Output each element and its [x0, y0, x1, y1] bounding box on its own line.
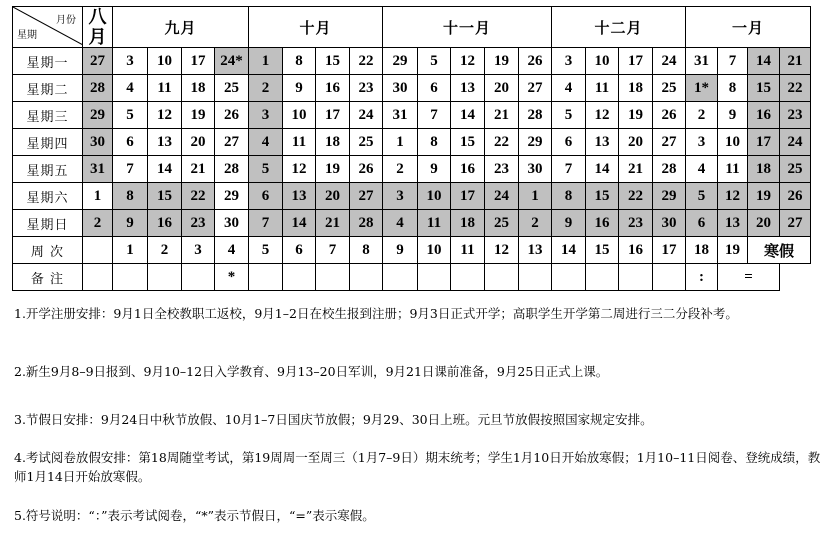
date-cell: 16: [748, 102, 780, 129]
winter-break-label: 寒假: [748, 237, 811, 264]
weekday-row: [13, 75, 811, 102]
week-number: 8: [350, 237, 383, 264]
date-cell: 26: [350, 156, 383, 183]
date-cell: 26: [519, 48, 552, 75]
date-cell: 31: [686, 48, 718, 75]
week-number: 7: [316, 237, 350, 264]
date-cell: 19: [619, 102, 653, 129]
remark-cell: *: [215, 264, 249, 291]
date-cell: 1*: [686, 75, 718, 102]
date-cell: 13: [586, 129, 619, 156]
date-cell: 12: [718, 183, 748, 210]
date-cell: 4: [383, 210, 418, 237]
date-cell: 2: [83, 210, 113, 237]
date-cell: 26: [215, 102, 249, 129]
week-number: 5: [249, 237, 283, 264]
date-cell: 29: [83, 102, 113, 129]
date-cell: 11: [718, 156, 748, 183]
date-cell: 14: [148, 156, 182, 183]
date-cell: 11: [148, 75, 182, 102]
date-cell: 27: [519, 75, 552, 102]
date-cell: 23: [619, 210, 653, 237]
remark-cell: [552, 264, 586, 291]
week-number: 17: [653, 237, 686, 264]
date-cell: 17: [316, 102, 350, 129]
date-cell: 2: [249, 75, 283, 102]
remark-cell: [586, 264, 619, 291]
date-cell: 12: [283, 156, 316, 183]
remark-cell: [249, 264, 283, 291]
weekday-label: 星期二: [13, 75, 83, 102]
date-cell: 9: [552, 210, 586, 237]
date-cell: 10: [418, 183, 451, 210]
date-cell: 27: [350, 183, 383, 210]
date-cell: 5: [686, 183, 718, 210]
date-cell: 22: [780, 75, 811, 102]
date-cell: 26: [780, 183, 811, 210]
corner-month-label: 月份: [56, 15, 76, 26]
date-cell: 23: [485, 156, 519, 183]
date-cell: 13: [718, 210, 748, 237]
date-cell: 5: [249, 156, 283, 183]
note-holidays: 3.节假日安排：9月24日中秋节放假、10月1–7日国庆节放假；9月29、30日上班。元旦节放假按照国家规定安排。: [14, 412, 653, 427]
date-cell: 27: [653, 129, 686, 156]
date-cell: 24: [350, 102, 383, 129]
remark-cell: [383, 264, 418, 291]
date-cell: 24: [653, 48, 686, 75]
date-cell: 30: [383, 75, 418, 102]
date-cell: 25: [780, 156, 811, 183]
date-cell: 21: [780, 48, 811, 75]
remark-cell: [83, 264, 113, 291]
remark-cell: [485, 264, 519, 291]
date-cell: 10: [718, 129, 748, 156]
date-cell: 21: [619, 156, 653, 183]
week-number: 14: [552, 237, 586, 264]
date-cell: 14: [586, 156, 619, 183]
remark-cell: [451, 264, 485, 291]
date-cell: 23: [780, 102, 811, 129]
month-header: 一月: [686, 7, 811, 48]
date-cell: 3: [249, 102, 283, 129]
date-cell: 29: [215, 183, 249, 210]
date-cell: 8: [283, 48, 316, 75]
date-cell: 18: [748, 156, 780, 183]
date-cell: 15: [148, 183, 182, 210]
date-cell: 15: [451, 129, 485, 156]
week-number: 2: [148, 237, 182, 264]
date-cell: 9: [283, 75, 316, 102]
date-cell: 25: [350, 129, 383, 156]
date-cell: 5: [552, 102, 586, 129]
month-header: 十月: [249, 7, 383, 48]
weekday-row: [13, 48, 811, 75]
week-number: 19: [718, 237, 748, 264]
date-cell: 13: [283, 183, 316, 210]
date-cell: 27: [780, 210, 811, 237]
date-cell: 24: [780, 129, 811, 156]
week-cell-empty: [83, 237, 113, 264]
date-cell: 11: [586, 75, 619, 102]
week-number: 13: [519, 237, 552, 264]
date-cell: 22: [619, 183, 653, 210]
date-cell: 3: [383, 183, 418, 210]
weekday-label: 星期六: [13, 183, 83, 210]
date-cell: 25: [653, 75, 686, 102]
date-cell: 6: [552, 129, 586, 156]
date-cell: 7: [718, 48, 748, 75]
remark-cell: [182, 264, 215, 291]
remark-cell: [283, 264, 316, 291]
remark-cell: [653, 264, 686, 291]
date-cell: 1: [519, 183, 552, 210]
date-cell: 17: [748, 129, 780, 156]
week-number: 16: [619, 237, 653, 264]
date-cell: 8: [718, 75, 748, 102]
corner-weekday-label: 星期: [17, 30, 37, 41]
date-cell: 30: [519, 156, 552, 183]
date-cell: 31: [383, 102, 418, 129]
date-cell: 10: [586, 48, 619, 75]
date-cell: 19: [485, 48, 519, 75]
date-cell: 29: [383, 48, 418, 75]
weekday-label: 星期三: [13, 102, 83, 129]
remark-cell: :: [686, 264, 718, 291]
date-cell: 8: [552, 183, 586, 210]
date-cell: 14: [748, 48, 780, 75]
date-cell: 16: [316, 75, 350, 102]
date-cell: 21: [485, 102, 519, 129]
date-cell: 19: [316, 156, 350, 183]
date-cell: 7: [249, 210, 283, 237]
date-cell: 16: [451, 156, 485, 183]
date-cell: 11: [418, 210, 451, 237]
week-number: 18: [686, 237, 718, 264]
date-cell: 26: [653, 102, 686, 129]
date-cell: 8: [113, 183, 148, 210]
date-cell: 3: [552, 48, 586, 75]
date-cell: 2: [686, 102, 718, 129]
date-cell: 23: [182, 210, 215, 237]
date-cell: 13: [148, 129, 182, 156]
date-cell: 20: [619, 129, 653, 156]
date-cell: 17: [619, 48, 653, 75]
remark-cell: [418, 264, 451, 291]
date-cell: 7: [418, 102, 451, 129]
date-cell: 8: [418, 129, 451, 156]
weekday-row: [13, 102, 811, 129]
date-cell: 4: [686, 156, 718, 183]
date-cell: 10: [283, 102, 316, 129]
date-cell: 19: [748, 183, 780, 210]
date-cell: 5: [418, 48, 451, 75]
date-cell: 6: [686, 210, 718, 237]
date-cell: 14: [451, 102, 485, 129]
date-cell: 25: [485, 210, 519, 237]
date-cell: 29: [519, 129, 552, 156]
weekday-label: 星期日: [13, 210, 83, 237]
weekday-label: 星期四: [13, 129, 83, 156]
date-cell: 13: [451, 75, 485, 102]
note-exams: 4.考试阅卷放假安排：第18周随堂考试，第19周周一至周三（1月7–9日）期末统考；学生1月10日开始放寒假；1月10–11日阅卷、登统成绩，教师1月14日开始放寒假。: [14, 450, 821, 484]
week-number: 10: [418, 237, 451, 264]
date-cell: 2: [519, 210, 552, 237]
weekday-row: [13, 183, 811, 210]
remark-cell: [113, 264, 148, 291]
date-cell: 18: [451, 210, 485, 237]
week-number: 15: [586, 237, 619, 264]
date-cell: 20: [748, 210, 780, 237]
week-row-label: 周 次: [13, 237, 83, 264]
date-cell: 6: [249, 183, 283, 210]
date-cell: 7: [552, 156, 586, 183]
date-cell: 17: [451, 183, 485, 210]
date-cell: 9: [418, 156, 451, 183]
note-freshmen: 2.新生9月8–9日报到、9月10–12日入学教育、9月13–20日军训，9月21日课前准备，9月25日正式上课。: [14, 364, 609, 379]
date-cell: 20: [182, 129, 215, 156]
date-cell: 16: [586, 210, 619, 237]
remark-cell: =: [718, 264, 780, 291]
remark-cell: [519, 264, 552, 291]
date-cell: 28: [350, 210, 383, 237]
date-cell: 28: [83, 75, 113, 102]
date-cell: 9: [113, 210, 148, 237]
remarks-row-label: 备 注: [13, 264, 83, 291]
date-cell: 6: [418, 75, 451, 102]
date-cell: 14: [283, 210, 316, 237]
date-cell: 17: [182, 48, 215, 75]
week-number: 6: [283, 237, 316, 264]
weekday-row: [13, 210, 811, 237]
week-number: 11: [451, 237, 485, 264]
date-cell: 5: [113, 102, 148, 129]
date-cell: 12: [148, 102, 182, 129]
week-number: 12: [485, 237, 519, 264]
date-cell: 25: [215, 75, 249, 102]
date-cell: 28: [215, 156, 249, 183]
date-cell: 16: [148, 210, 182, 237]
date-cell: 7: [113, 156, 148, 183]
date-cell: 4: [113, 75, 148, 102]
week-number: 3: [182, 237, 215, 264]
date-cell: 15: [586, 183, 619, 210]
date-cell: 12: [586, 102, 619, 129]
date-cell: 10: [148, 48, 182, 75]
header-corner: [13, 7, 83, 48]
date-cell: 12: [451, 48, 485, 75]
date-cell: 6: [113, 129, 148, 156]
month-header: 九月: [113, 7, 249, 48]
date-cell: 24: [485, 183, 519, 210]
school-calendar-table: [12, 6, 811, 291]
date-cell: 30: [215, 210, 249, 237]
month-header: 十二月: [552, 7, 686, 48]
weekday-label: 星期一: [13, 48, 83, 75]
date-cell: 21: [182, 156, 215, 183]
date-cell: 23: [350, 75, 383, 102]
date-cell: 22: [485, 129, 519, 156]
date-cell: 20: [316, 183, 350, 210]
date-cell: 9: [718, 102, 748, 129]
week-number: 1: [113, 237, 148, 264]
date-cell: 18: [619, 75, 653, 102]
date-cell: 19: [182, 102, 215, 129]
remark-cell: [316, 264, 350, 291]
date-cell: 28: [653, 156, 686, 183]
date-cell: 31: [83, 156, 113, 183]
date-cell: 4: [552, 75, 586, 102]
date-cell: 4: [249, 129, 283, 156]
date-cell: 30: [653, 210, 686, 237]
date-cell: 27: [215, 129, 249, 156]
date-cell: 2: [383, 156, 418, 183]
date-cell: 20: [485, 75, 519, 102]
date-cell: 30: [83, 129, 113, 156]
week-number: 9: [383, 237, 418, 264]
weekday-row: [13, 156, 811, 183]
date-cell: 15: [316, 48, 350, 75]
date-cell: 21: [316, 210, 350, 237]
remark-cell: [148, 264, 182, 291]
date-cell: 27: [83, 48, 113, 75]
remark-cell: [350, 264, 383, 291]
date-cell: 18: [182, 75, 215, 102]
date-cell: 3: [113, 48, 148, 75]
month-header: 十一月: [383, 7, 552, 48]
date-cell: 22: [182, 183, 215, 210]
month-header: 八月: [83, 7, 113, 48]
date-cell: 1: [383, 129, 418, 156]
date-cell: 29: [653, 183, 686, 210]
remark-cell: [619, 264, 653, 291]
date-cell: 1: [83, 183, 113, 210]
date-cell: 18: [316, 129, 350, 156]
date-cell: 28: [519, 102, 552, 129]
note-symbols: 5.符号说明：“：”表示考试阅卷，“*”表示节假日，“=”表示寒假。: [14, 508, 375, 523]
date-cell: 1: [249, 48, 283, 75]
date-cell: 24*: [215, 48, 249, 75]
week-number: 4: [215, 237, 249, 264]
date-cell: 15: [748, 75, 780, 102]
note-enrollment: 1.开学注册安排：9月1日全校教职工返校，9月1–2日在校生报到注册；9月3日正式开学；高职学生开学第二周进行三二分段补考。: [14, 306, 738, 321]
weekday-row: [13, 129, 811, 156]
weekday-label: 星期五: [13, 156, 83, 183]
date-cell: 22: [350, 48, 383, 75]
date-cell: 3: [686, 129, 718, 156]
date-cell: 11: [283, 129, 316, 156]
